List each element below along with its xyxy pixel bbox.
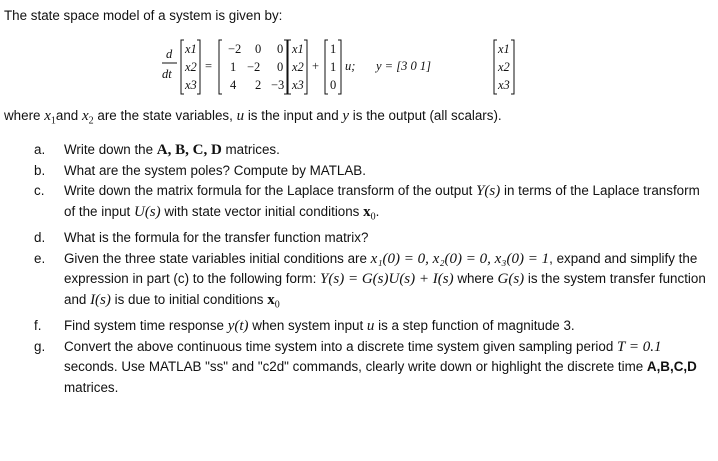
u-term: u; bbox=[345, 59, 356, 73]
question-d: d. What is the formula for the transfer function matrix? bbox=[34, 230, 369, 246]
x2-label: x2 bbox=[185, 60, 197, 74]
plus-sign: + bbox=[312, 59, 320, 73]
a-12: 0 bbox=[255, 42, 262, 56]
svg-text:x3: x3 bbox=[498, 78, 510, 92]
a-23: 0 bbox=[277, 60, 284, 74]
svg-text:x1: x1 bbox=[498, 42, 510, 56]
y-equation: y = [3 0 1] bbox=[376, 59, 431, 73]
svg-text:x3: x3 bbox=[292, 78, 304, 92]
question-e: e. Given the three state variables initial conditions are x₁(0) = 0, x₂(0) = 0, x₃(0) = 1, expand and simplify the expression in part (c) to the following form: Y(s) = G(s)U(s) + I(s) where G(s) is the system transfer function and I(s) is due to initial conditions $x_0$ bbox=[34, 250, 706, 311]
question-list bbox=[34, 140, 714, 398]
svg-text:x2: x2 bbox=[292, 60, 304, 74]
b-3: 0 bbox=[330, 78, 337, 92]
a-11: −2 bbox=[228, 42, 242, 56]
x-bracket-left bbox=[288, 40, 291, 94]
bracket-left bbox=[181, 40, 184, 94]
a-13: 0 bbox=[277, 42, 284, 56]
equals-sign: = bbox=[205, 59, 213, 73]
matrix-a-bracket-left bbox=[219, 40, 222, 94]
intro-text: The state space model of a system is given by: bbox=[4, 8, 283, 23]
a-21: 1 bbox=[230, 60, 237, 74]
dt-symbol: dt bbox=[162, 67, 172, 81]
b-2: 1 bbox=[330, 60, 337, 74]
question-b: b. What are the system poles? Compute by MATLAB. bbox=[34, 162, 366, 178]
a-33: −3 bbox=[271, 78, 285, 92]
svg-text:x2: x2 bbox=[498, 60, 510, 74]
a-32: 2 bbox=[255, 78, 262, 92]
x1-label: x1 bbox=[185, 42, 197, 56]
x-bracket-right bbox=[304, 40, 307, 94]
x3-label: x3 bbox=[185, 78, 197, 92]
b-bracket-left bbox=[325, 40, 328, 94]
question-c: c. Write down the matrix formula for the Laplace transform of the output Y(s) in terms of the Laplace transform of the input U(s) with state vector initial conditions $x_0$. bbox=[34, 183, 700, 223]
a-31: 4 bbox=[230, 78, 237, 92]
question-g: g. Convert the above continuous time system into a discrete time system given sampling period T = 0.1 seconds. Use MATLAB "ss" and "c2d" commands, clearly write down or highlight the discrete time A,B,C,D matrices. bbox=[34, 338, 697, 395]
a-22: −2 bbox=[247, 60, 261, 74]
state-space-equation bbox=[160, 36, 520, 100]
b-bracket-right bbox=[338, 40, 341, 94]
y-x-bracket-left bbox=[494, 40, 497, 94]
question-a: a. Write down the A, B, C, D matrices. bbox=[34, 142, 280, 158]
svg-text:x1: x1 bbox=[292, 42, 304, 56]
where-sentence: where $x_1and$ $x_2$ are the state variables, u is the input and y is the output (all scalars). bbox=[4, 108, 502, 127]
b-1: 1 bbox=[330, 42, 337, 56]
y-x-bracket-right bbox=[511, 40, 514, 94]
bracket-right bbox=[197, 40, 200, 94]
question-f: f. Find system time response y(t) when system input u is a step function of magnitude 3. bbox=[34, 318, 575, 335]
d-symbol: d bbox=[166, 47, 173, 61]
matrix-a-bracket-right bbox=[284, 40, 287, 94]
